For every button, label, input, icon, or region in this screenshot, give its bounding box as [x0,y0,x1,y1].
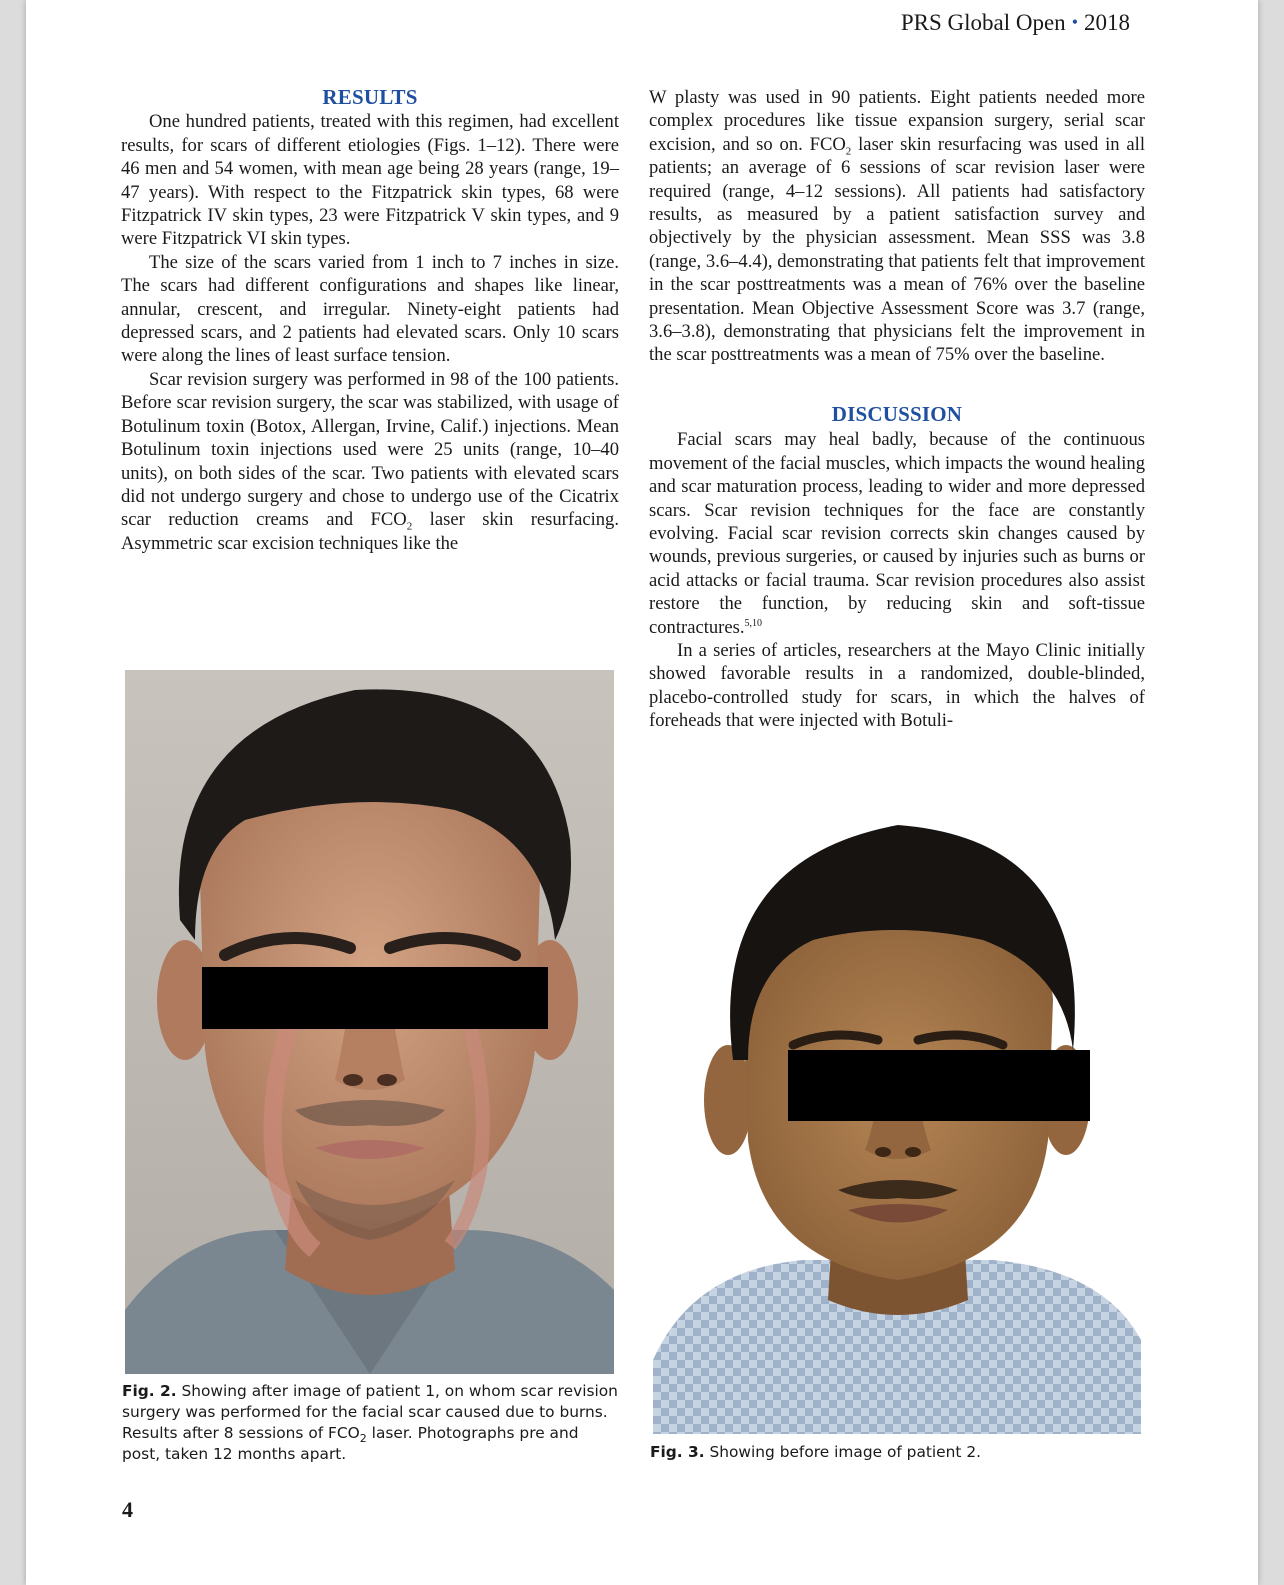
figure-2-caption-subscript: 2 [359,1432,367,1446]
discussion-p1-text: Facial scars may heal badly, because of the continuous movement of the facial muscles, which impacts the wound healing and scar maturation process, leading to wider and more depressed scars. Scar revision techniques for the face are constantly evolving. Facial scar revision corrects skin changes caused by wounds, previous surgeries, or caused by injuries such as burns or acid attacks or facial trauma. Scar revision procedures also assist restore the function, by reducing skin and soft-tissue contractures. [649,429,1145,638]
page-number: 4 [122,1497,133,1522]
results-p3-text-a: Scar revision surgery was performed in 98 of the 100 patients. Before scar revision surgery, the scar was stabilized, with usage of Botulinum toxin (Botox, Allergan, Irvine, Calif.) injections. Mean Botulinum toxin injections used were 25 units (range, 10–40 units), on both sides of the scar. Two patients with elevated scars did not undergo surgery and chose to undergo use of the Cicatrix scar reduction creams and FCO [121,368,619,531]
results-paragraph-4 [649,86,1145,367]
results-p3-text-b: laser skin resurfacing. Asymmetric scar excision techniques like the [121,509,619,554]
results-p4-text-b: laser skin resurfacing was used in all patients; an average of 6 sessions of scar revision laser were required (range, 4–12 sessions). All patients had satisfactory results, as measured by a patient satisfaction survey and objectively by the physician assessment. Mean SSS was 3.8 (range, 3.6–4.4), demonstrating that patients felt that improvement in the scar posttreatments was a mean of 76% over the baseline presentation. Mean Objective Assessment Score was 3.7 (range, 3.6–3.8), demonstrating that physicians felt the improvement in the scar posttreatments was a mean of 75% over the baseline. [649,133,1145,366]
figure-2-caption-text-a: Showing after image of patient 1, on whom scar revision surgery was performed for the facial scar caused due to burns. Results after 8 sessions of FCO [122,1382,618,1442]
figure-2-photo [125,670,614,1374]
results-p4-text-a: W plasty was used in 90 patients. Eight patients needed more complex procedures like tissue expansion surgery, serial scar excision, and so on. FCO [649,87,1145,155]
patient-1-photo-illustration [125,670,614,1374]
discussion-paragraph-1 [649,428,1145,639]
figure-2-caption-text-b: laser. Photographs pre and post, taken 12 months apart. [122,1424,579,1463]
discussion-heading: DISCUSSION [831,401,963,426]
patient-2-photo-illustration [653,800,1141,1434]
left-column [121,86,619,555]
figure-3-caption [650,1442,1146,1463]
discussion-p1-reference: 5,10 [744,617,763,629]
separator-dot: • [1071,12,1078,32]
results-paragraph-3 [121,368,619,555]
running-head [901,10,1130,36]
results-p4-subscript: 2 [845,145,852,158]
results-paragraph-2: The size of the scars varied from 1 inch to 7 inches in size. The scars had different configurations and shapes like linear, annular, crescent, and irregular. Ninety-eight patients had depressed scars, and 2 patients had elevated scars. Only 10 scars were along the lines of least surface tension. [121,251,619,367]
results-heading: RESULTS [322,85,418,109]
right-column [649,86,1145,733]
journal-year: 2018 [1084,10,1130,35]
figure-2-label: Fig. 2. [122,1382,177,1400]
figure-3-label: Fig. 3. [650,1443,705,1461]
figure-3-photo [653,800,1141,1434]
results-p3-subscript: 2 [406,521,413,534]
discussion-paragraph-2: In a series of articles, researchers at the Mayo Clinic initially showed favorable results in a randomized, double-blinded, placebo-controlled study for scars, in which the halves of foreheads that were injected with Botuli- [649,639,1145,732]
page [26,0,1258,1585]
results-paragraph-1: One hundred patients, treated with this regimen, had excellent results, for scars of different etiologies (Figs. 1–12). There were 46 men and 54 women, with mean age being 28 years (range, 19–47 years). With respect to the Fitzpatrick skin types, 68 were Fitzpatrick IV skin types, 23 were Fitzpatrick V skin types, and 9 were Fitzpatrick VI skin types. [121,111,619,250]
journal-name: PRS Global Open [900,10,1066,35]
figure-3-caption-text: Showing before image of patient 2. [704,1443,982,1461]
figure-2-caption [122,1381,620,1465]
